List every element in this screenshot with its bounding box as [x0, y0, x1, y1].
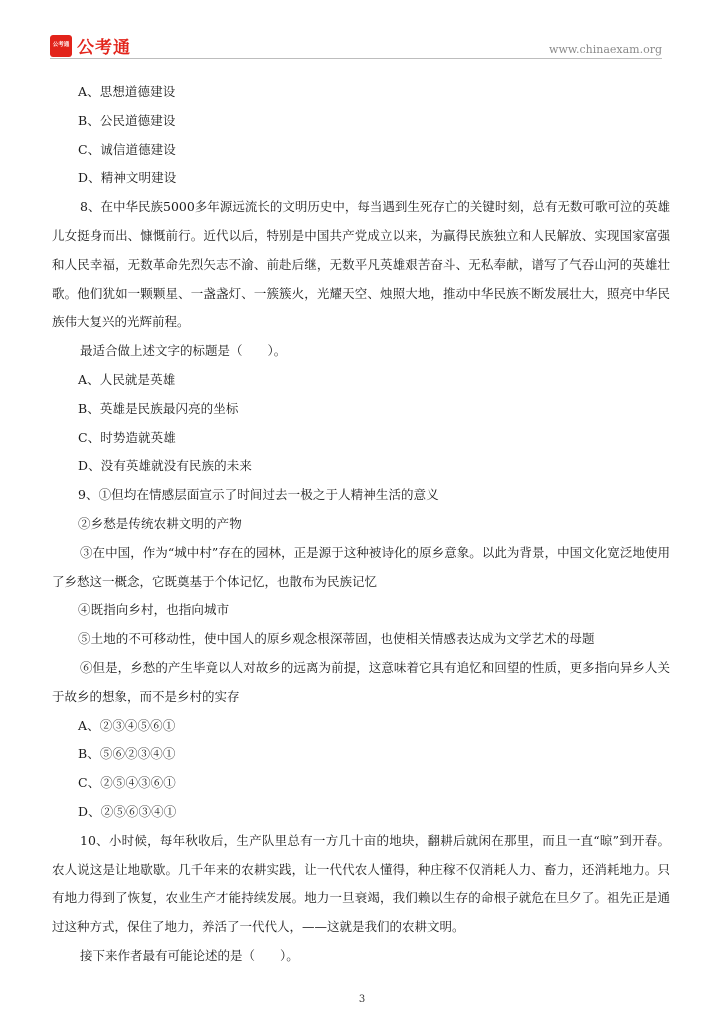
q7-option-b: B、公民道德建设 — [78, 112, 176, 128]
q9-sentence-1: 9、①但均在情感层面宣示了时间过去一极之于人精神生活的意义 — [78, 487, 439, 503]
q9-sentence-6: ⑥但是，乡愁的产生毕竟以人对故乡的远离为前提，这意味着它具有追忆和回望的性质，更多指向异乡人关于故乡的想象，而不是乡村的实存 — [52, 659, 670, 704]
q8-option-d: D、没有英雄就没有民族的未来 — [78, 458, 252, 474]
q8-option-a: A、人民就是英雄 — [78, 371, 176, 387]
q8-option-c: C、时势造就英雄 — [78, 429, 176, 445]
logo — [50, 33, 131, 58]
q9-sentence-3: ③在中国，作为“城中村”存在的园林，正是源于这种被诗化的原乡意象。以此为背景，中国文化宽泛地使用了乡愁这一概念，它既奠基于个体记忆，也散布为民族记忆 — [52, 544, 670, 589]
logo-text: 公考通 — [77, 38, 131, 58]
q9-option-c: C、②⑤④③⑥① — [78, 775, 176, 791]
q9-sentence-5: ⑤土地的不可移动性，使中国人的原乡观念根深蒂固，也使相关情感表达成为文学艺术的母题 — [78, 631, 595, 647]
q10-question: 接下来作者最有可能论述的是（ ）。 — [80, 947, 299, 963]
q9-option-d: D、②⑤⑥③④① — [78, 803, 177, 819]
q7-option-a: A、思想道德建设 — [78, 84, 176, 99]
q7-option-d: D、精神文明建设 — [78, 170, 177, 186]
q9-option-b: B、⑤⑥②③④① — [78, 746, 176, 762]
q8-passage: 8、在中华民族5000多年源远流长的文明历史中，每当遇到生死存亡的关键时刻，总有无数可歌可泣的英雄儿女挺身而出、慷慨前行。近代以后，特别是中国共产党成立以来，为赢得民族独立和人民解放、实现国家富强和人民幸福，无数革命先烈矢志不渝、前赴后继，无数平凡英雄艰苦奋斗、无私奉献，谱写了气吞山河的英雄壮歌。他们犹如一颗颗星、一盏盏灯、一簇簇火，光耀天空、烛照大地，推动中华民族不断发展壮大，照亮中华民族伟大复兴的光辉前程。 — [52, 199, 670, 330]
q10-passage: 10、小时候，每年秋收后，生产队里总有一方几十亩的地块，翻耕后就闲在那里，而且一直“晾”到开春。农人说这是让地歇歇。几千年来的农耕实践，让一代代农人懂得，种庄稼不仅消耗人力、畜力，还消耗地力。只有地力得到了恢复，农业生产才能持续发展。地力一旦衰竭，我们赖以生存的命根子就危在旦夕了。祖先正是通过这种方式，保住了地力，养活了一代代人，——这就是我们的农耕文明。 — [52, 832, 670, 935]
q8-option-b: B、英雄是民族最闪亮的坐标 — [78, 400, 239, 416]
q9-sentence-2: ②乡愁是传统农耕文明的产物 — [78, 515, 242, 531]
page-header — [50, 33, 662, 59]
document-body — [52, 78, 670, 971]
q8-question: 最适合做上述文字的标题是（ ）。 — [80, 343, 287, 359]
q7-option-c: C、诚信道德建设 — [78, 141, 176, 157]
logo-badge: 公考通 — [50, 35, 72, 57]
q9-option-a: A、②③④⑤⑥① — [78, 717, 176, 733]
q9-sentence-4: ④既指向乡村，也指向城市 — [78, 602, 230, 618]
page-number: 3 — [358, 994, 366, 1005]
site-url: www.chinaexam.org — [549, 43, 662, 56]
header-divider — [50, 58, 662, 59]
